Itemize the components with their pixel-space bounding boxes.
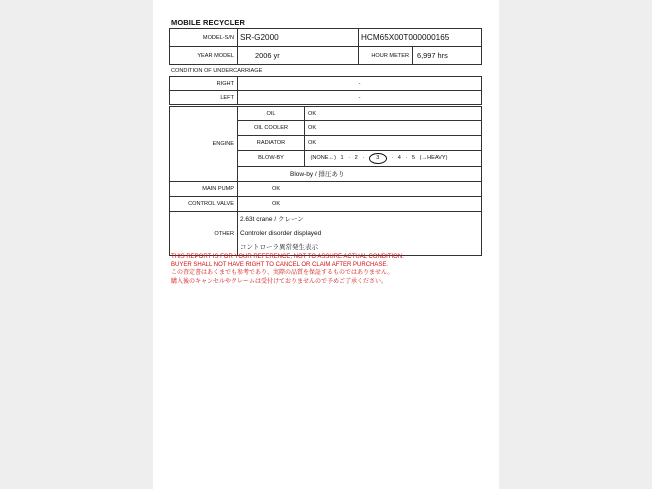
oil-value: OK — [305, 107, 482, 121]
other-line-1: 2.63t crane / クレーン — [240, 216, 304, 223]
left-label: LEFT — [170, 91, 238, 105]
blowby-note: Blow-by / 排圧あり — [238, 166, 482, 181]
hour-meter-label: HOUR METER — [359, 47, 413, 65]
control-valve-label: CONTROL VALVE — [170, 197, 238, 212]
blowby-selected-level: 3 — [369, 153, 387, 164]
oil-cooler-label: OIL COOLER — [238, 121, 305, 135]
blowby-label: BLOW-BY — [238, 151, 305, 166]
other-line-2: Controler disorder displayed — [240, 230, 322, 237]
blowby-scale-2: 2 — [354, 154, 358, 161]
serial-value: HCM65X00T000000165 — [359, 29, 482, 47]
blowby-scale-dot: · — [362, 154, 365, 161]
blowby-scale-dot: · — [391, 154, 394, 161]
blowby-scale-dot: · — [405, 154, 408, 161]
blowby-scale-4: 4 — [397, 154, 401, 161]
year-model-value: 2006 yr — [238, 47, 359, 65]
disclaimer-line-3: この査定書はあくまでも参考であり、実際の品質を保証するものではありません。 — [171, 270, 394, 277]
disclaimer-line-1: THIS REPORT IS FOR YOUR REFERENCE, NOT TO ASSURE ACTUAL CONDITION. — [171, 254, 404, 260]
undercarriage-table — [169, 76, 482, 105]
other-label: OTHER — [170, 212, 238, 256]
other-notes — [238, 212, 482, 256]
disclaimer-line-4: 購入後のキャンセルやクレームは受付けておりませんので予めご了承ください。 — [171, 278, 388, 285]
left-value: - — [238, 91, 482, 105]
blowby-scale-dot: · — [348, 154, 351, 161]
right-label: RIGHT — [170, 77, 238, 91]
control-valve-value: OK — [238, 197, 482, 212]
model-sn-label: MODEL-S/N — [170, 29, 238, 47]
oil-cooler-value: OK — [305, 121, 482, 135]
machine-info-table — [169, 28, 482, 65]
oil-label: OIL — [238, 107, 305, 121]
radiator-label: RADIATOR — [238, 135, 305, 150]
report-page — [153, 0, 499, 489]
model-value: SR-G2000 — [238, 29, 359, 47]
blowby-scale-heavy: (→HEAVY) — [419, 154, 448, 161]
disclaimer-line-2: BUYER SHALL NOT HAVE RIGHT TO CANCEL OR CLAIM AFTER PURCHASE. — [171, 262, 389, 269]
hour-meter-value: 6,997 hrs — [413, 47, 482, 65]
undercarriage-heading: CONDITION OF UNDERCARRIAGE — [171, 68, 263, 74]
year-model-label: YEAR MODEL — [170, 47, 238, 65]
blowby-scale-1: 1 — [340, 154, 344, 161]
right-value: - — [238, 77, 482, 91]
report-title: MOBILE RECYCLER — [171, 18, 246, 27]
inspection-table — [169, 106, 482, 256]
other-line-3: コントローラ異常発生表示 — [240, 244, 318, 251]
disclaimer — [171, 253, 404, 286]
main-pump-value: OK — [238, 182, 482, 197]
blowby-scale-5: 5 — [411, 154, 416, 161]
radiator-value: OK — [305, 135, 482, 150]
blowby-scale-none: (NONE←) — [310, 154, 336, 161]
main-pump-label: MAIN PUMP — [170, 182, 238, 197]
blowby-scale — [305, 151, 482, 166]
engine-label: ENGINE — [170, 107, 238, 182]
